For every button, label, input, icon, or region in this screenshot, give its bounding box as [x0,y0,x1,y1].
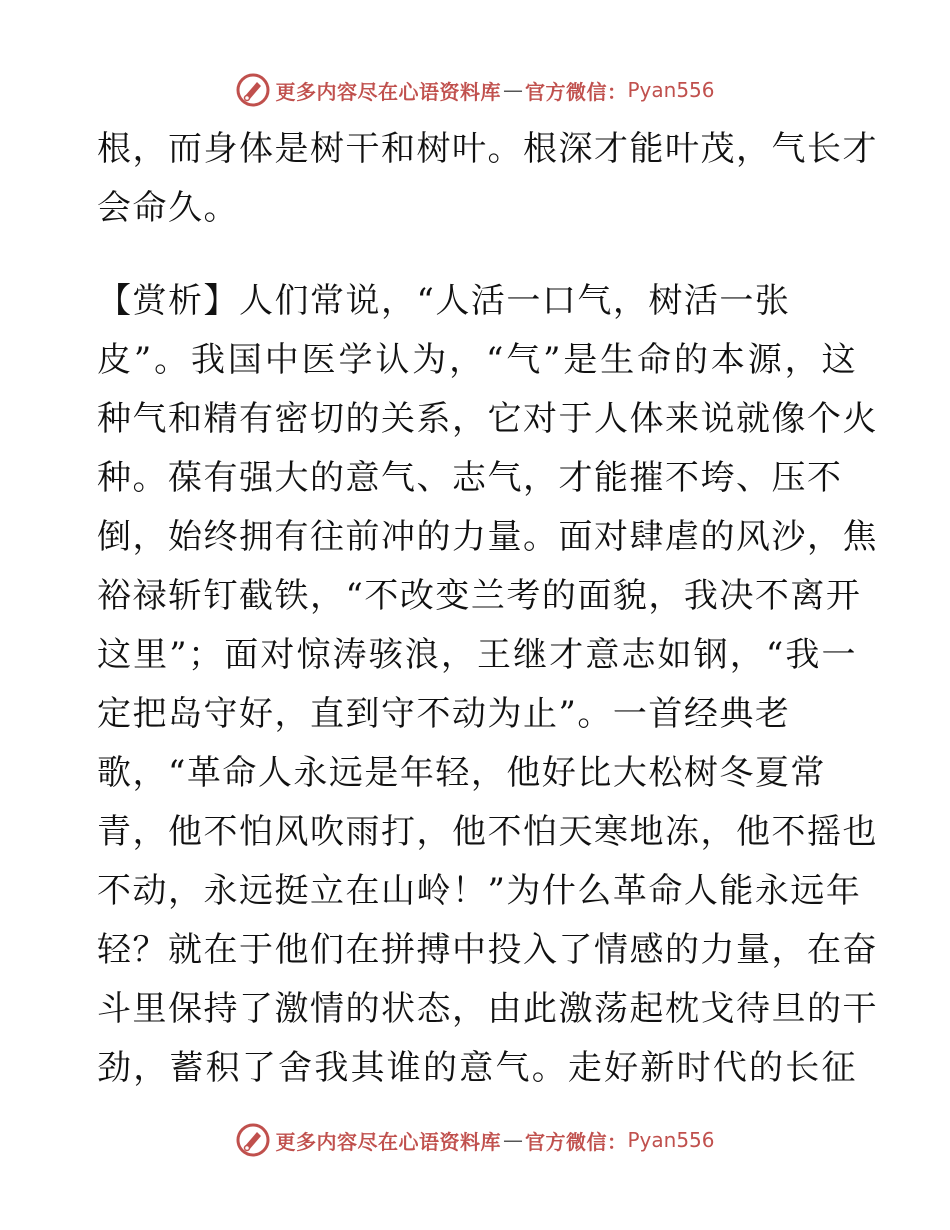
text-line: 会命久。 [97,188,239,228]
text-line: 不动，永远挺立在山岭！”为什么革命人能永远年 [97,871,862,911]
text-line: 轻？就在于他们在拼搏中投入了情感的力量，在奋 [97,930,878,970]
banner-wechat-id: Pyan556 [627,78,715,102]
text-line: 定把岛守好，直到守不动为止”。一首经典老 [97,694,791,734]
header-banner [0,70,950,110]
text-line: 这里”；面对惊涛骇浪，王继才意志如钢，“我一 [97,635,857,675]
banner-wechat-label: 官方微信： [524,1129,628,1154]
text-line: 【赏析】人们常说，“人活一口气，树活一张 [97,281,791,321]
text-line: 根，而身体是树干和树叶。根深才能叶茂，气长才 [97,129,878,169]
banner-wechat-id: Pyan556 [627,1128,715,1152]
banner-site-text: 更多内容尽在心语资料库 [275,1129,501,1154]
banner-separator: — [502,78,523,102]
text-line: 种。葆有强大的意气、志气，才能摧不垮、压不 [97,458,843,498]
document-body [97,120,878,1098]
footer-banner [0,1120,950,1160]
text-line: 青，他不怕风吹雨打，他不怕天寒地冻，他不摇也 [97,812,878,852]
paragraph-2 [97,272,878,1098]
text-line: 倒，始终拥有往前冲的力量。面对肆虐的风沙，焦 [97,517,878,557]
text-line: 歌，“革命人永远是年轻，他好比大松树冬夏常 [97,753,826,793]
banner-wechat-label: 官方微信： [524,79,628,104]
text-line: 斗里保持了激情的状态，由此激荡起枕戈待旦的干 [97,989,878,1029]
pen-logo-icon [235,72,271,108]
banner-site-text: 更多内容尽在心语资料库 [275,79,501,104]
text-line: 劲，蓄积了舍我其谁的意气。走好新时代的长征 [97,1048,857,1088]
pen-logo-icon [235,1122,271,1158]
paragraph-1 [97,120,878,238]
banner-separator: — [502,1128,523,1152]
text-line: 皮”。我国中医学认为，“气”是生命的本源，这 [97,340,857,380]
text-line: 种气和精有密切的关系，它对于人体来说就像个火 [97,399,878,439]
text-line: 裕禄斩钉截铁，“不改变兰考的面貌，我决不离开 [97,576,862,616]
paragraph-gap [97,238,857,272]
